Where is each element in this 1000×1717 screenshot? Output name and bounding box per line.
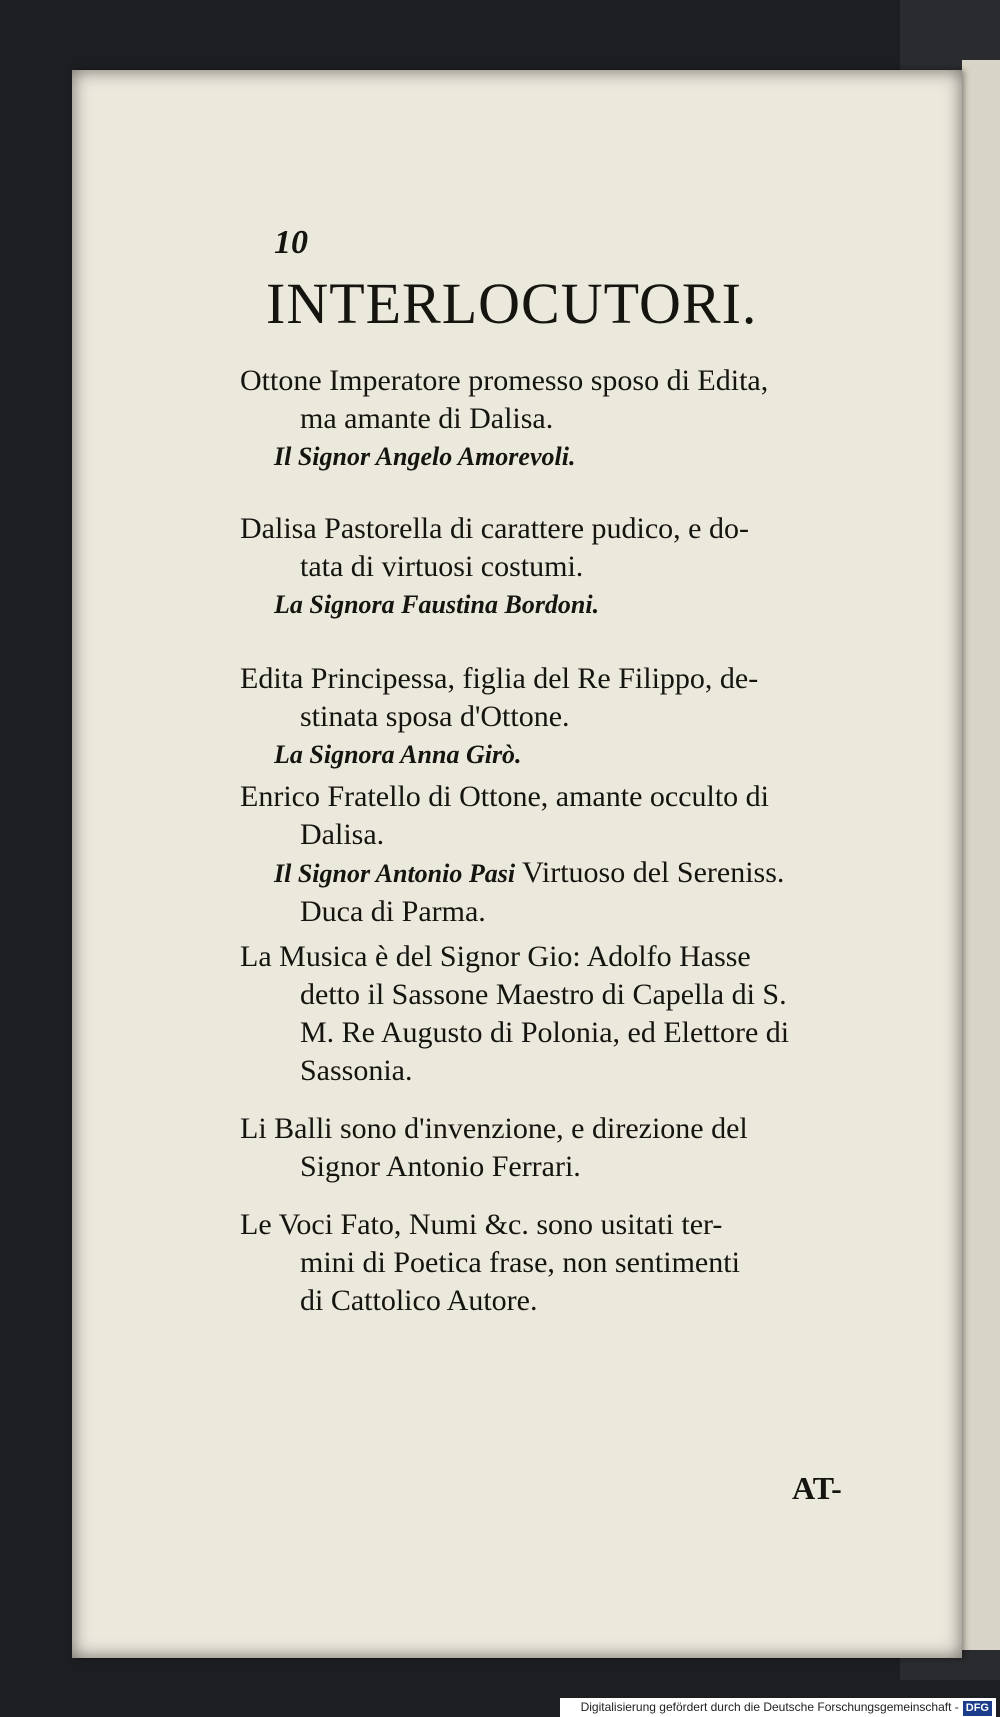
performer: Il Signor Angelo Amorevoli.: [274, 442, 576, 471]
note-line: mini di Poetica frase, non sentimenti: [300, 1246, 740, 1279]
dfg-logo: DFG: [963, 1701, 992, 1716]
catchword: AT-: [792, 1470, 842, 1506]
note-line: La Musica è del Signor Gio: Adolfo Hasse: [240, 940, 751, 973]
page-heading: INTERLOCUTORI.: [266, 271, 758, 336]
note-ballets: [240, 1110, 900, 1186]
note-disclaimer: [240, 1206, 900, 1320]
character-entry-enrico: [240, 778, 900, 931]
entry-line: stinata sposa d'Ottone.: [300, 700, 570, 733]
page-number: 10: [274, 224, 308, 261]
note-music: [240, 938, 900, 1090]
entry-line: Edita Principessa, figlia del Re Filippo, de-: [240, 662, 759, 695]
performer-title: Virtuoso del Sereniss.: [515, 856, 785, 889]
entry-line: Ottone Imperatore promesso sposo di Edita,: [240, 364, 769, 397]
note-line: Le Voci Fato, Numi &c. sono usitati ter-: [240, 1208, 723, 1241]
entry-line: Dalisa.: [300, 818, 385, 851]
note-line: detto il Sassone Maestro di Capella di S.: [300, 978, 787, 1011]
next-page-edge: [962, 60, 1000, 1650]
note-line: M. Re Augusto di Polonia, ed Elettore di: [300, 1016, 790, 1049]
entry-line: Enrico Fratello di Ottone, amante occulto di: [240, 780, 770, 813]
character-entry-dalisa: [240, 510, 900, 624]
note-line: di Cattolico Autore.: [300, 1284, 538, 1317]
entry-line: tata di virtuosi costumi.: [300, 550, 584, 583]
entry-line: ma amante di Dalisa.: [300, 402, 554, 435]
digitization-footer: [560, 1698, 996, 1717]
performer: La Signora Faustina Bordoni.: [274, 590, 600, 619]
entry-line: Dalisa Pastorella di carattere pudico, e do-: [240, 512, 749, 545]
performer: [274, 854, 900, 893]
footer-text: Digitalisierung gefördert durch die Deutsche Forschungsgemeinschaft -: [580, 1700, 959, 1714]
note-line: Signor Antonio Ferrari.: [300, 1150, 581, 1183]
note-line: Li Balli sono d'invenzione, e direzione del: [240, 1112, 748, 1145]
character-entry-ottone: [240, 362, 900, 476]
performer: La Signora Anna Girò.: [274, 740, 522, 769]
book-page: [72, 70, 962, 1658]
performer-name: Il Signor Antonio Pasi: [274, 859, 516, 888]
character-entry-edita: [240, 660, 900, 774]
note-line: Sassonia.: [300, 1054, 413, 1087]
entry-line: Duca di Parma.: [300, 895, 486, 928]
